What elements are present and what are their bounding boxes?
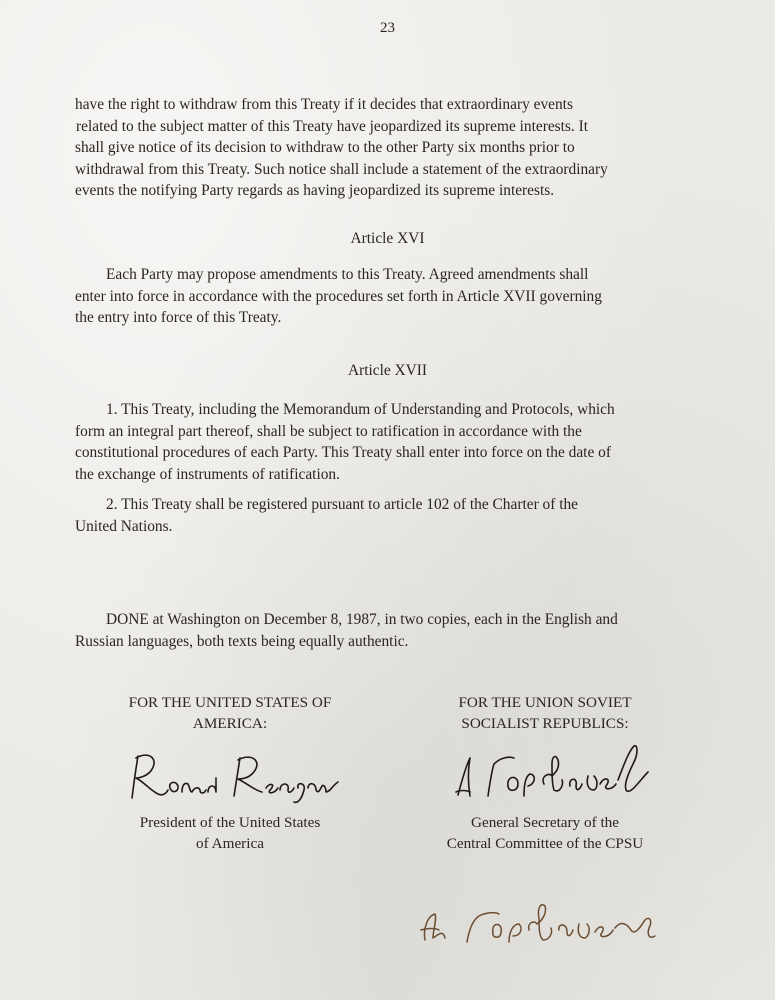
text-line: Each Party may propose amendments to this Treaty. Agreed amendments shall <box>106 266 589 283</box>
text-line: 2. This Treaty shall be registered pursuant to article 102 of the Charter of the <box>106 496 579 513</box>
text-line: Russian languages, both texts being equally authentic. <box>75 632 409 650</box>
text-line: FOR THE UNION SOVIET <box>458 694 632 711</box>
text-line: FOR THE UNITED STATES OF <box>128 694 332 711</box>
text-line: form an integral part thereof, shall be subject to ratification in accordance with the <box>75 422 582 440</box>
withdrawal-paragraph <box>75 94 700 202</box>
text-line: enter into force in accordance with the procedures set forth in Article XVII governing <box>75 287 602 305</box>
text-line: SOCIALIST REPUBLICS: <box>461 715 629 732</box>
article-17-heading: Article XVII <box>347 362 428 379</box>
article-17-paragraph-2 <box>75 494 700 537</box>
text-line: AMERICA: <box>192 715 268 732</box>
text-line: related to the subject matter of this Treaty have jeopardized its supreme interests. It <box>76 117 589 135</box>
text-line: events the notifying Party regards as having jeopardized its supreme interests. <box>75 182 555 200</box>
article-16-paragraph <box>75 264 700 329</box>
text-line: constitutional procedures of each Party. This Treaty shall enter into force on the date of <box>75 444 611 462</box>
signature-graphic <box>120 748 345 808</box>
usa-signatory-title <box>100 812 360 854</box>
signature-graphic <box>415 890 665 950</box>
text-line: DONE at Washington on December 8, 1987, in two copies, each in the English and <box>106 611 618 628</box>
text-line: General Secretary of the <box>471 814 619 831</box>
text-line: the exchange of instruments of ratification. <box>75 465 340 483</box>
text-line: withdrawal from this Treaty. Such notice shall include a statement of the extraordinary <box>75 160 608 178</box>
gorbachev-signature <box>448 740 663 805</box>
text-line: have the right to withdraw from this Treaty if it decides that extraordinary events <box>75 96 573 113</box>
ussr-signatory-title <box>415 812 675 854</box>
signature-graphic <box>448 740 663 805</box>
text-line: President of the United States <box>139 814 321 831</box>
reagan-signature <box>120 748 345 808</box>
text-line: Central Committee of the CPSU <box>446 835 644 852</box>
text-line: of America <box>196 835 264 852</box>
text-line: the entry into force of this Treaty. <box>75 309 282 327</box>
page-number: 23 <box>380 20 395 36</box>
usa-party-label <box>100 692 360 734</box>
article-16-heading: Article XVI <box>350 230 425 247</box>
gorbachev-signature-sepia <box>415 890 665 950</box>
text-line: 1. This Treaty, including the Memorandum of Understanding and Protocols, which <box>106 401 615 418</box>
text-line: shall give notice of its decision to withdraw to the other Party six months prior to <box>75 139 575 157</box>
article-17-paragraph-1 <box>75 399 700 485</box>
done-paragraph <box>75 609 700 652</box>
text-line: United Nations. <box>75 517 173 535</box>
ussr-party-label <box>415 692 675 734</box>
